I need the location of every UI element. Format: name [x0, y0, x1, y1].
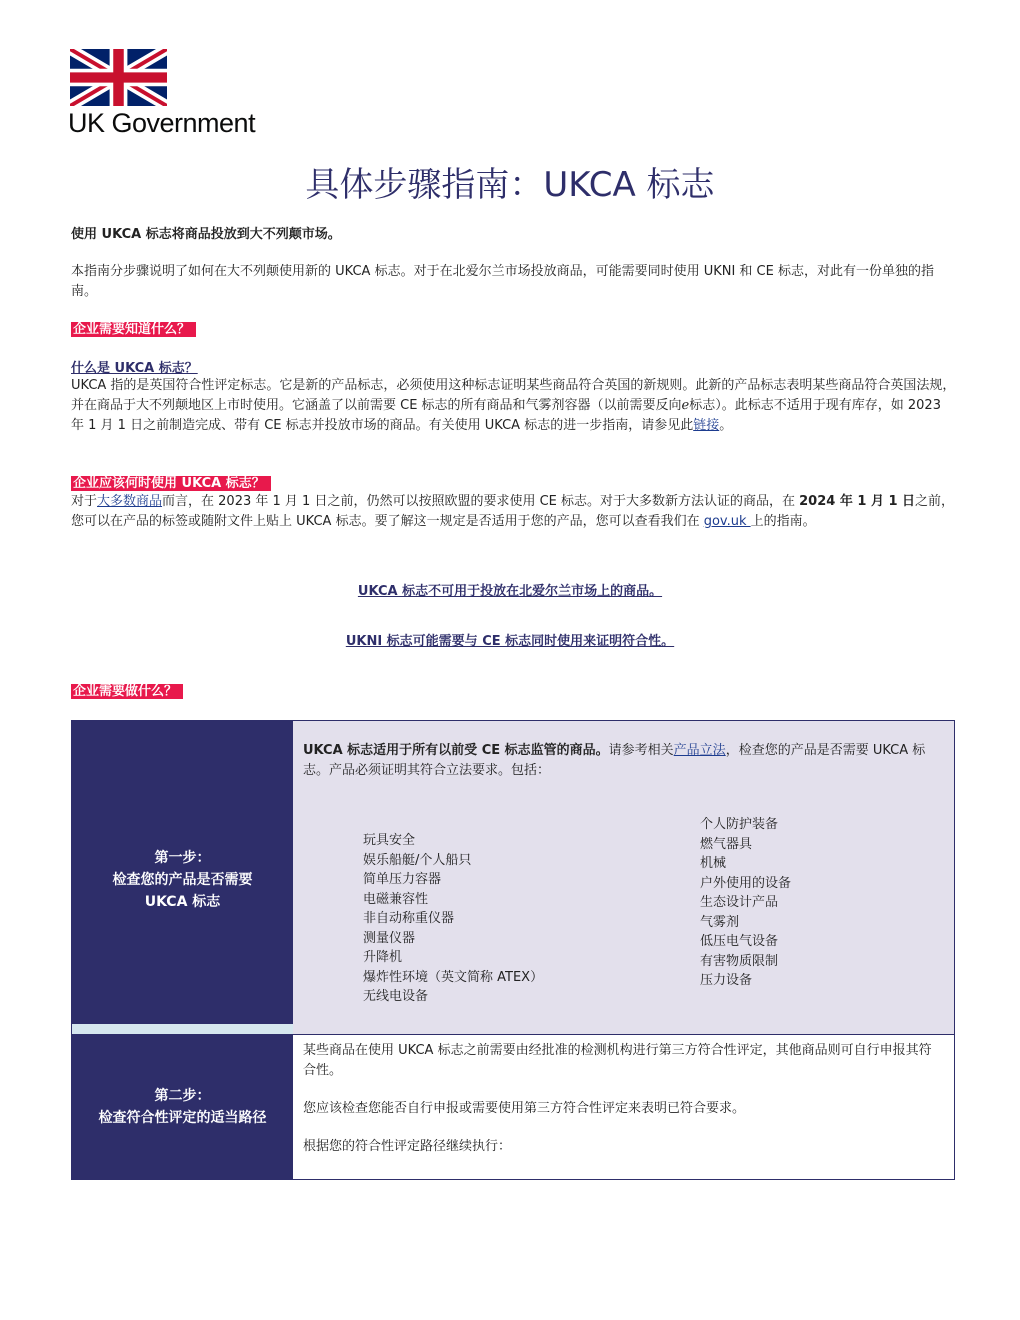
- legislation-item: 压力设备: [700, 973, 753, 988]
- step2-title-line: 检查符合性评定的适当路径: [98, 1110, 267, 1126]
- section-tag-label: 企业需要做什么？: [71, 684, 183, 699]
- step1-text: ，检查您的产品是否需要 UKCA 标志。产品必须证明其符合立法要求。包括：: [303, 743, 926, 778]
- union-flag-icon: [70, 49, 167, 106]
- further-guidance-link[interactable]: 链接: [693, 418, 720, 433]
- subhead-what-is-ukca: [71, 357, 198, 376]
- step2-label-cell: [72, 1035, 293, 1179]
- most-goods-link[interactable]: 大多数商品: [97, 494, 163, 509]
- legislation-item: 简单压力容器: [363, 872, 442, 887]
- when-text-4: 上的指南。: [750, 514, 816, 529]
- legislation-item: 玩具安全: [363, 833, 416, 848]
- section-tag-label: 企业需要知道什么？: [71, 322, 196, 337]
- row-separator: [72, 1024, 293, 1034]
- section-tag-label: 企业应该何时使用 UKCA 标志？: [71, 476, 271, 491]
- legislation-item: 有害物质限制: [700, 953, 779, 969]
- product-legislation-link[interactable]: 产品立法: [673, 743, 726, 758]
- step2-paragraph: 您应该检查您能否自行申报或需要使用第三方符合性评定来表明已符合要求。: [303, 1101, 746, 1116]
- legislation-item: 气雾剂: [700, 914, 740, 930]
- legislation-list-right: [700, 815, 791, 991]
- when-paragraph: [71, 492, 957, 532]
- step1-label-cell: [72, 721, 293, 1024]
- ukca-explanation-text: UKCA 指的是英国符合性评定标志。它是新的产品标志，必须使用这种标志证明某些商品符合英国的新规则。此新的产品标志表明某些商品符合英国法规，并在商品于大不列颠地区上市时使用。它涵盖了以前需要 CE 标志的所有商品和气雾剂容器（以前需要反向ℯ标志）。此标志不适用于现有库存，如 2023 年 1 月 1 日之前制造完成、带有 CE 标志并投放市场的商品。有关使用 UKCA 标志的进一步指南，请参见此: [71, 378, 956, 433]
- step1-content-cell: [293, 721, 954, 1034]
- legislation-item: 无线电设备: [363, 989, 429, 1004]
- intro-paragraph: 本指南分步骤说明了如何在大不列颠使用新的 UKCA 标志。对于在北爱尔兰市场投放商品，可能需要同时使用 UKNI 和 CE 标志，对此有一份单独的指南。: [71, 264, 934, 299]
- deadline-date: 2024 年 1 月 1 日: [799, 494, 916, 509]
- gov-uk-link[interactable]: gov.uk: [703, 514, 751, 529]
- page-title: 具体步骤指南：UKCA 标志: [305, 165, 715, 205]
- section-tag-when: [71, 472, 271, 494]
- legislation-item: 爆炸性环境（英文简称 ATEX）: [363, 969, 544, 985]
- legislation-item: 燃气器具: [700, 836, 753, 852]
- step1-title-line: 检查您的产品是否需要: [112, 872, 253, 888]
- when-text-2: 而言，在 2023 年 1 月 1 日之前，仍然可以按照欧盟的要求使用 CE 标志。对于大多数新方法认证的商品，在: [162, 494, 800, 509]
- legislation-item: 个人防护装备: [700, 817, 779, 832]
- step1-text: 请参考相关: [608, 743, 674, 758]
- section-tag-do: [71, 680, 183, 702]
- intro-lead: 使用 UKCA 标志将商品投放到大不列颠市场。: [71, 227, 341, 242]
- section-tag-know: [71, 318, 196, 340]
- step1-intro: [303, 741, 942, 781]
- note-ukni: UKNI 标志可能需要与 CE 标志同时使用来证明符合性。: [345, 634, 675, 649]
- step2-paragraph: 根据您的符合性评定路径继续执行：: [303, 1139, 512, 1154]
- step2-paragraph: 某些商品在使用 UKCA 标志之前需要由经批准的检测机构进行第三方符合性评定，其他商品则可自行申报其符合性。: [303, 1043, 932, 1078]
- legislation-item: 生态设计产品: [700, 895, 779, 910]
- legislation-item: 升降机: [363, 950, 403, 965]
- step1-number: 第一步：: [154, 850, 211, 866]
- steps-table: [71, 720, 955, 1180]
- step2-number: 第二步：: [154, 1088, 211, 1104]
- legislation-item: 电磁兼容性: [363, 891, 429, 907]
- step1-title-line: UKCA 标志: [144, 894, 221, 910]
- legislation-item: 户外使用的设备: [700, 875, 792, 891]
- legislation-list-left: [363, 831, 543, 1007]
- sentence-end: 。: [719, 418, 733, 433]
- step2-content-cell: [293, 1035, 954, 1179]
- government-logo-text: UK Government: [68, 108, 256, 138]
- legislation-item: 低压电气设备: [700, 934, 779, 949]
- note-northern-ireland: UKCA 标志不可用于投放在北爱尔兰市场上的商品。: [357, 584, 663, 599]
- legislation-item: 娱乐船艇/个人船只: [363, 852, 472, 868]
- step1-bold-lead: UKCA 标志适用于所有以前受 CE 标志监管的商品。: [303, 743, 609, 758]
- when-text-3: 之前，您可以在产品的标签或随附文件上贴上 UKCA 标志。要了解这一规定是否适用于您的产品，您可以查看我们在: [71, 494, 955, 529]
- legislation-item: 测量仪器: [363, 930, 416, 946]
- legislation-item: 机械: [700, 856, 727, 871]
- subhead-label: 什么是 UKCA 标志？: [71, 361, 198, 376]
- ukca-explanation: [71, 376, 957, 436]
- legislation-item: 非自动称重仪器: [363, 911, 455, 926]
- when-text-1: 对于: [71, 494, 98, 509]
